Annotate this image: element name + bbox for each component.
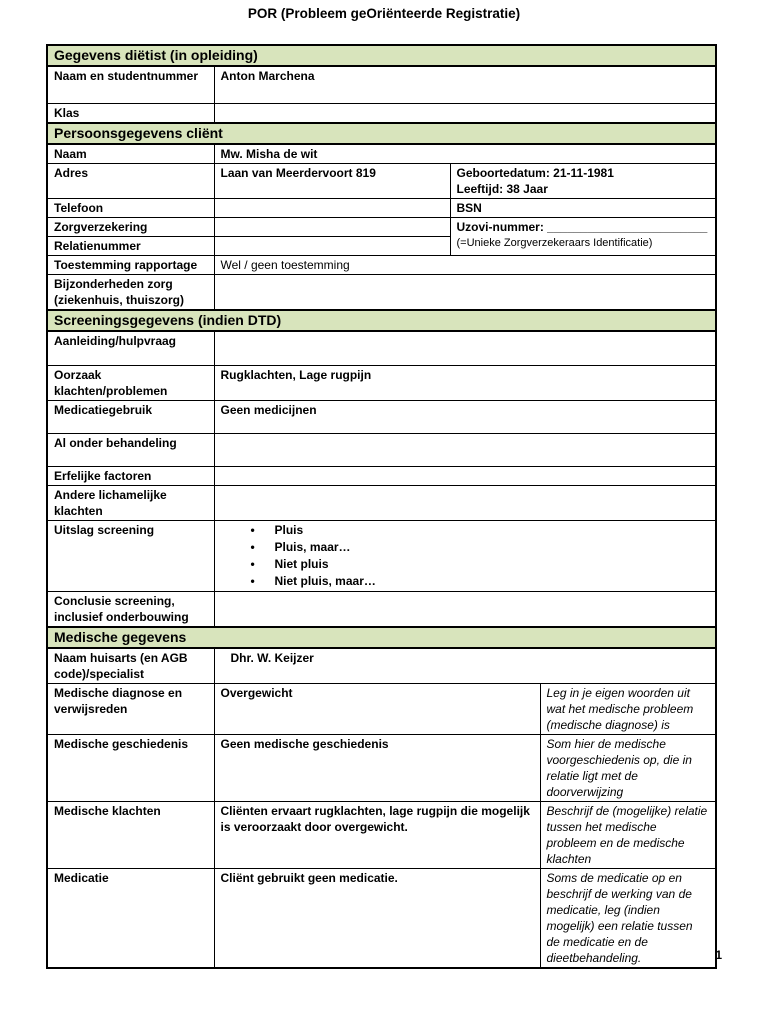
complaints-label: Medische klachten (47, 801, 214, 868)
request-label: Aanleiding/hulpvraag (47, 331, 214, 365)
phone-field[interactable] (214, 199, 450, 218)
por-form-table (46, 44, 717, 969)
address-label: Adres (47, 164, 214, 199)
screening-result-field[interactable] (214, 520, 716, 591)
address-field[interactable]: Laan van Meerdervoort 819 (214, 164, 450, 199)
other-complaints-label: Andere lichamelijke klachten (47, 485, 214, 520)
age-text: Leeftijd: 38 Jaar (456, 182, 548, 196)
student-name-field[interactable]: Anton Marchena (214, 66, 716, 103)
diagnosis-label: Medische diagnose en verwijsreden (47, 683, 214, 734)
screening-option[interactable]: • Pluis, maar… (275, 539, 710, 556)
consent-label: Toestemming rapportage (47, 256, 214, 275)
client-name-field[interactable]: Mw. Misha de wit (214, 144, 716, 164)
section-header-medical: Medische gegevens (47, 627, 716, 648)
insurance-label: Zorgverzekering (47, 218, 214, 237)
screening-option[interactable]: • Pluis (275, 522, 710, 539)
insurance-field[interactable] (214, 218, 450, 237)
medication-hint: Soms de medicatie op en beschrijf de werking van de medicatie, leg (indien mogelijk) een relatie tussen de medicatie en de dieetbehandeling. (540, 868, 716, 968)
screening-option[interactable]: • Niet pluis, maar… (275, 573, 710, 590)
history-label: Medische geschiedenis (47, 734, 214, 801)
medication-label: Medicatie (47, 868, 214, 968)
medication-use-label: Medicatiegebruik (47, 400, 214, 433)
complaints-hint: Beschrijf de (mogelijke) relatie tussen het medische probleem en de medische klachten (540, 801, 716, 868)
bsn-field[interactable]: BSN (450, 199, 716, 218)
complaints-field[interactable]: Cliënten ervaart rugklachten, lage rugpijn die mogelijk is veroorzaakt door overgewicht. (214, 801, 540, 868)
cause-field[interactable]: Rugklachten, Lage rugpijn (214, 365, 716, 400)
klas-label: Klas (47, 103, 214, 123)
care-details-field[interactable] (214, 275, 716, 311)
birth-info-cell[interactable] (450, 164, 716, 199)
treatment-field[interactable] (214, 433, 716, 466)
screening-options-list (221, 522, 710, 590)
other-complaints-field[interactable] (214, 485, 716, 520)
care-details-label: Bijzonderheden zorg (ziekenhuis, thuiszorg) (47, 275, 214, 311)
conclusion-label: Conclusie screening, inclusief onderbouwing (47, 591, 214, 627)
gp-label: Naam huisarts (en AGB code)/specialist (47, 648, 214, 684)
section-header-client: Persoonsgegevens cliënt (47, 123, 716, 144)
uzovi-number: Uzovi-nummer: ________________________ (456, 220, 708, 234)
conclusion-field[interactable] (214, 591, 716, 627)
request-field[interactable] (214, 331, 716, 365)
uzovi-note: (=Unieke Zorgverzekeraars Identificatie) (456, 237, 653, 249)
relation-number-field[interactable] (214, 237, 450, 256)
relation-number-label: Relatienummer (47, 237, 214, 256)
hereditary-field[interactable] (214, 466, 716, 485)
page-number: 1 (715, 948, 722, 962)
birthdate-text: Geboortedatum: 21-11-1981 (456, 166, 614, 180)
document-title: POR (Probleem geOriënteerde Registratie) (247, 6, 521, 21)
medication-field[interactable]: Cliënt gebruikt geen medicatie. (214, 868, 540, 968)
section-header-screening: Screeningsgegevens (indien DTD) (47, 310, 716, 331)
screening-option[interactable]: • Niet pluis (275, 556, 710, 573)
client-name-label: Naam (47, 144, 214, 164)
uzovi-cell[interactable] (450, 218, 716, 256)
medication-use-field[interactable]: Geen medicijnen (214, 400, 716, 433)
gp-field[interactable]: Dhr. W. Keijzer (214, 648, 716, 684)
consent-field[interactable]: Wel / geen toestemming (214, 256, 716, 275)
diagnosis-field[interactable]: Overgewicht (214, 683, 540, 734)
student-name-label: Naam en studentnummer (47, 66, 214, 103)
treatment-label: Al onder behandeling (47, 433, 214, 466)
section-header-dietist: Gegevens diëtist (in opleiding) (47, 45, 716, 66)
screening-result-label: Uitslag screening (47, 520, 214, 591)
diagnosis-hint: Leg in je eigen woorden uit wat het medische probleem (medische diagnose) is (540, 683, 716, 734)
history-field[interactable]: Geen medische geschiedenis (214, 734, 540, 801)
phone-label: Telefoon (47, 199, 214, 218)
history-hint: Som hier de medische voorgeschiedenis op, die in relatie ligt met de doorverwijzing (540, 734, 716, 801)
cause-label: Oorzaak klachten/problemen (47, 365, 214, 400)
hereditary-label: Erfelijke factoren (47, 466, 214, 485)
klas-field[interactable] (214, 103, 716, 123)
